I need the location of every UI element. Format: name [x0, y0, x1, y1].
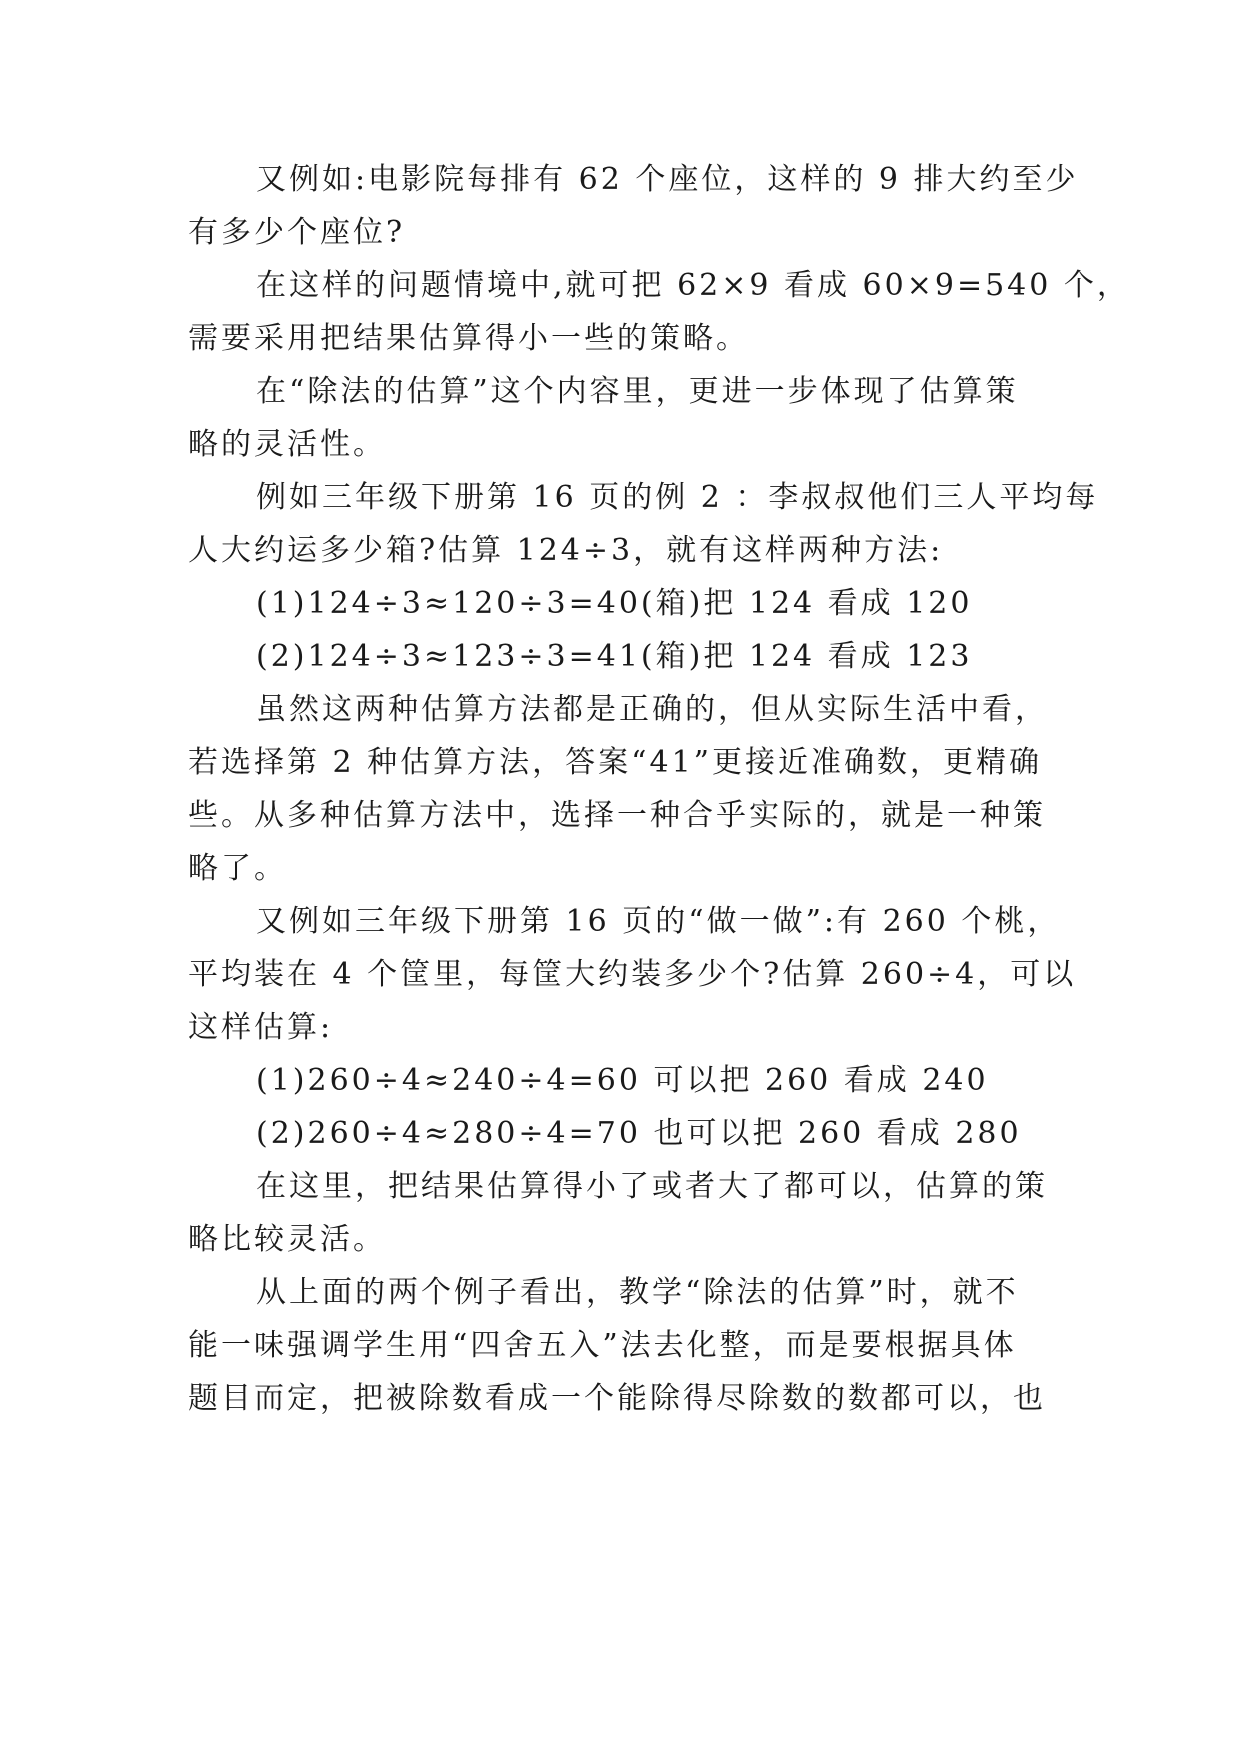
- text-line: 又例如:电影院每排有 62 个座位，这样的 9 排大约至少: [256, 162, 1079, 197]
- text-line: (1)260÷4≈240÷4=60 可以把 260 看成 240: [256, 1063, 989, 1098]
- text-line: 略比较灵活。: [188, 1222, 386, 1257]
- text-line: 略的灵活性。: [188, 427, 386, 462]
- text-line: 例如三年级下册第 16 页的例 2 ：李叔叔他们三人平均每: [256, 480, 1099, 515]
- text-line: 能一味强调学生用“四舍五入”法去化整，而是要根据具体: [188, 1328, 1017, 1363]
- text-line: 从上面的两个例子看出，教学“除法的估算”时，就不: [256, 1275, 1019, 1310]
- text-line: 平均装在 4 个筐里，每筐大约装多少个?估算 260÷4，可以: [188, 957, 1077, 992]
- text-line: 若选择第 2 种估算方法，答案“41”更接近准确数，更精确: [188, 745, 1043, 780]
- text-line: 在这样的问题情境中,就可把 62×9 看成 60×9=540 个，: [256, 268, 1130, 303]
- text-line: 在这里，把结果估算得小了或者大了都可以，估算的策: [256, 1169, 1048, 1204]
- text-line: 在“除法的估算”这个内容里，更进一步体现了估算策: [256, 374, 1019, 409]
- text-line: 这样估算:: [188, 1010, 334, 1045]
- text-line: (2)260÷4≈280÷4=70 也可以把 260 看成 280: [256, 1116, 1022, 1151]
- text-line: 有多少个座位?: [188, 215, 406, 250]
- text-line: 题目而定，把被除数看成一个能除得尽除数的数都可以，也: [188, 1381, 1046, 1416]
- text-line: 人大约运多少箱?估算 124÷3，就有这样两种方法:: [188, 533, 944, 568]
- text-line: 虽然这两种估算方法都是正确的，但从实际生活中看，: [256, 692, 1048, 727]
- text-line: (1)124÷3≈120÷3=40(箱)把 124 看成 120: [256, 586, 973, 621]
- text-line: (2)124÷3≈123÷3=41(箱)把 124 看成 123: [256, 639, 973, 674]
- text-line: 略了。: [188, 851, 287, 886]
- text-line: 又例如三年级下册第 16 页的“做一做”:有 260 个桃，: [256, 904, 1061, 939]
- text-line: 些。从多种估算方法中，选择一种合乎实际的，就是一种策: [188, 798, 1046, 833]
- text-line: 需要采用把结果估算得小一些的策略。: [188, 321, 749, 356]
